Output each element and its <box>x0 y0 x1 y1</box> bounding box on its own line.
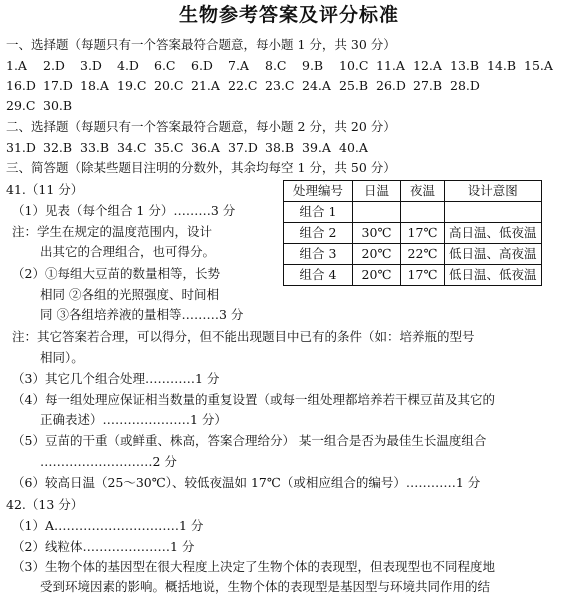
q42-line: 受到环境因素的影响。概括地说，生物个体的表现型是基因型与环境共同作用的结 <box>40 579 491 594</box>
answer-item: 18.A <box>80 78 109 93</box>
answer-item: 33.B <box>80 140 110 155</box>
answer-item: 39.A <box>302 140 331 155</box>
table-header-row <box>284 181 542 202</box>
answer-item: 40.A <box>339 140 368 155</box>
answer-row <box>0 76 578 95</box>
q41-line: （2）①每组大豆苗的数量相等，长势 <box>12 266 220 281</box>
answer-item: 4.D <box>117 58 139 73</box>
answer-item: 29.C <box>6 98 36 113</box>
answer-item: 3.D <box>80 58 102 73</box>
table-row <box>284 202 542 223</box>
answer-item: 8.C <box>265 58 287 73</box>
answer-item: 19.C <box>117 78 147 93</box>
q41-note: 注：学生在规定的温度范围内，设计 <box>12 224 213 239</box>
answer-item: 37.D <box>228 140 258 155</box>
q41-note: 注：其它答案若合理，可以得分，但不能出现题目中已有的条件（如：培养瓶的型号 <box>12 329 475 344</box>
table-cell: 17℃ <box>401 265 445 286</box>
table-cell: 17℃ <box>401 223 445 244</box>
answer-item: 16.D <box>6 78 36 93</box>
section-1-header: 一、选择题（每题只有一个答案最符合题意，每小题 1 分，共 30 分） <box>6 37 396 52</box>
answer-item: 35.C <box>154 140 184 155</box>
answer-item: 10.C <box>339 58 369 73</box>
q41-line: （4）每一组处理应保证相当数量的重复设置（或每一组处理都培养若干棵豆苗及其它的 <box>12 392 495 407</box>
answer-item: 11.A <box>376 58 405 73</box>
answer-item: 38.B <box>265 140 295 155</box>
table-cell: 20℃ <box>353 244 401 265</box>
answer-item: 23.C <box>265 78 295 93</box>
section-2-header: 二、选择题（每题只有一个答案最符合题意，每小题 2 分，共 20 分） <box>6 119 396 134</box>
table-cell: 22℃ <box>401 244 445 265</box>
answer-item: 14.B <box>487 58 517 73</box>
answer-item: 34.C <box>117 140 147 155</box>
table-cell: 组合 1 <box>284 202 353 223</box>
answer-item: 32.B <box>43 140 73 155</box>
table-row <box>284 265 542 286</box>
table-cell <box>445 202 542 223</box>
q41-line: 相同）。 <box>40 350 84 365</box>
table-header-cell: 处理编号 <box>284 181 353 202</box>
q41-line: ………………………2 分 <box>40 454 177 469</box>
answer-item: 27.B <box>413 78 443 93</box>
q41-line: （3）其它几个组合处理…………1 分 <box>12 371 220 386</box>
table-row <box>284 223 542 244</box>
table-cell: 组合 4 <box>284 265 353 286</box>
table-cell: 低日温、低夜温 <box>445 265 542 286</box>
q41-line: （5）豆苗的干重（或鲜重、株高，答案合理给分） 某一组合是否为最佳生长温度组合 <box>12 433 487 448</box>
answer-item: 7.A <box>228 58 249 73</box>
table-row <box>284 244 542 265</box>
answer-item: 31.D <box>6 140 36 155</box>
answer-item: 6.C <box>154 58 176 73</box>
section-3-header: 三、简答题（除某些题目注明的分数外，其余均每空 1 分，共 50 分） <box>6 160 396 175</box>
answer-item: 25.B <box>339 78 369 93</box>
table-cell: 30℃ <box>353 223 401 244</box>
answer-item: 21.A <box>191 78 220 93</box>
table-cell: 低日温、高夜温 <box>445 244 542 265</box>
experiment-design-table <box>283 180 542 286</box>
answer-item: 9.B <box>302 58 324 73</box>
answer-item: 28.D <box>450 78 480 93</box>
table-cell: 组合 3 <box>284 244 353 265</box>
answer-item: 26.D <box>376 78 406 93</box>
table-header-cell: 日温 <box>353 181 401 202</box>
q41-line: 同 ③各组培养液的量相等………3 分 <box>40 307 244 322</box>
answer-item: 22.C <box>228 78 258 93</box>
answer-item: 2.D <box>43 58 65 73</box>
answer-item: 36.A <box>191 140 220 155</box>
answer-item: 1.A <box>6 58 27 73</box>
question-42-heading: 42.（13 分） <box>6 497 84 512</box>
table-cell <box>353 202 401 223</box>
q41-line: （6）较高日温（25～30℃）、较低夜温如 17℃（或相应组合的编号）…………1 分 <box>12 475 481 490</box>
answer-row <box>0 96 578 115</box>
table-cell: 组合 2 <box>284 223 353 244</box>
answer-item: 30.B <box>43 98 73 113</box>
q42-line: （1）A…………………………1 分 <box>12 518 204 533</box>
answer-item: 15.A <box>524 58 553 73</box>
question-41-heading: 41.（11 分） <box>6 182 84 197</box>
table-cell <box>401 202 445 223</box>
answer-row <box>0 56 578 75</box>
table-header-cell: 夜温 <box>401 181 445 202</box>
q42-line: （3）生物个体的基因型在很大程度上决定了生物个体的表现型，但表现型也不同程度地 <box>12 559 495 574</box>
answer-item: 24.A <box>302 78 331 93</box>
q41-line: （1）见表（每个组合 1 分）………3 分 <box>12 203 236 218</box>
table-header-cell: 设计意图 <box>445 181 542 202</box>
answer-item: 17.D <box>43 78 73 93</box>
page-title: 生物参考答案及评分标准 <box>178 4 399 26</box>
answer-row <box>0 138 578 157</box>
table-cell: 20℃ <box>353 265 401 286</box>
answer-item: 13.B <box>450 58 480 73</box>
answer-item: 6.D <box>191 58 213 73</box>
q41-line: 相同 ②各组的光照强度、时间相 <box>40 287 219 302</box>
answer-item: 20.C <box>154 78 184 93</box>
q41-line: 出其它的合理组合，也可得分。 <box>40 244 216 259</box>
q42-line: （2）线粒体…………………1 分 <box>12 539 195 554</box>
table-cell: 高日温、低夜温 <box>445 223 542 244</box>
answer-item: 12.A <box>413 58 442 73</box>
q41-line: 正确表述）…………………1 分） <box>40 412 227 427</box>
